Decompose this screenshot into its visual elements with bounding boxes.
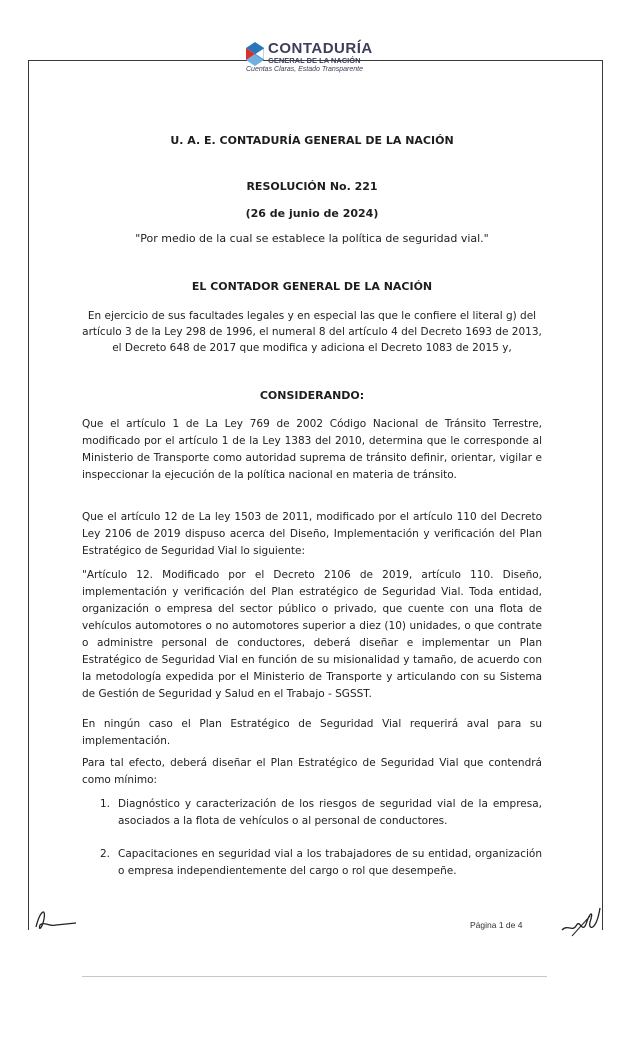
logo-name: CONTADURÍA xyxy=(268,40,373,57)
list-item-number: 2. xyxy=(100,848,111,860)
initials-signature-left xyxy=(32,905,80,933)
resolution-number: RESOLUCIÓN No. 221 xyxy=(246,180,378,193)
list-item-text: Diagnóstico y caracterización de los riesgos de seguridad vial de la empresa, asociados a la flota de vehículos o al personal de conductores. xyxy=(118,798,542,827)
page-number: Página 1 de 4 xyxy=(470,920,523,930)
considerando-title: CONSIDERANDO: xyxy=(259,389,365,402)
quoted-article-paragraph: "Artículo 12. Modificado por el Decreto 2106 de 2019, artículo 110. Diseño, implementación y verificación del Plan estratégico de Seguridad Vial. Toda entidad, organización o empresa del sector público o privado, que cuente con una flota de vehículos automotores o no automotores superior a diez (10) unidades, o que contrate o administre personal de conductores, deberá diseñar e implementar un Plan Estratégico de Seguridad Vial en función de su misionalidad y tamaño, de acuerdo con la metodología expedida por el Ministerio de Transporte y articulando con su Sistema de Gestión de Seguridad y Salud en el Trabajo - SGSST. xyxy=(82,569,542,700)
resolution-date: (26 de junio de 2024) xyxy=(245,207,379,220)
considerando-paragraph: Que el artículo 12 de La ley 1503 de 2011, modificado por el artículo 110 del Decreto Ley 2106 de 2019 dispuso acerca del Diseño, Implementación y verificación del Plan Estratégico de Seguridad Vial lo siguiente: xyxy=(82,511,542,557)
logo-mark-icon xyxy=(246,42,264,66)
authority-preamble: En ejercicio de sus facultades legales y en especial las que le confiere el literal g) del artículo 3 de la Ley 298 de 1996, el numeral 8 del artículo 4 del Decreto 1693 de 2013, el Decreto 648 de 2017 que modifica y adiciona el Decreto 1083 de 2015 y, xyxy=(82,310,542,354)
organization-title: U. A. E. CONTADURÍA GENERAL DE LA NACIÓN xyxy=(170,134,454,147)
resolution-subject: "Por medio de la cual se establece la política de seguridad vial." xyxy=(135,232,489,245)
list-item-number: 1. xyxy=(100,798,111,810)
authority-title: EL CONTADOR GENERAL DE LA NACIÓN xyxy=(191,280,433,293)
considerando-paragraph: Que el artículo 1 de La Ley 769 de 2002 Código Nacional de Tránsito Terrestre, modificado por el artículo 1 de la Ley 1383 del 2010, determina que le corresponde al Ministerio de Transporte como autoridad suprema de tránsito definir, orientar, vigilar e inspeccionar la ejecución de la política nacional en materia de tránsito. xyxy=(82,418,542,481)
logo-tagline: Cuentas Claras, Estado Transparente xyxy=(246,66,363,73)
initials-signature-right xyxy=(560,902,602,942)
logo-subtitle: GENERAL DE LA NACIÓN xyxy=(268,56,361,65)
list-item-text: Capacitaciones en seguridad vial a los trabajadores de su entidad, organización o empresa independientemente del cargo o rol que desempeñe. xyxy=(118,848,542,877)
considerando-paragraph: Para tal efecto, deberá diseñar el Plan Estratégico de Seguridad Vial que contendrá como mínimo: xyxy=(82,757,542,786)
considerando-paragraph: En ningún caso el Plan Estratégico de Seguridad Vial requerirá aval para su implementación. xyxy=(82,718,542,747)
bottom-divider xyxy=(82,976,547,977)
